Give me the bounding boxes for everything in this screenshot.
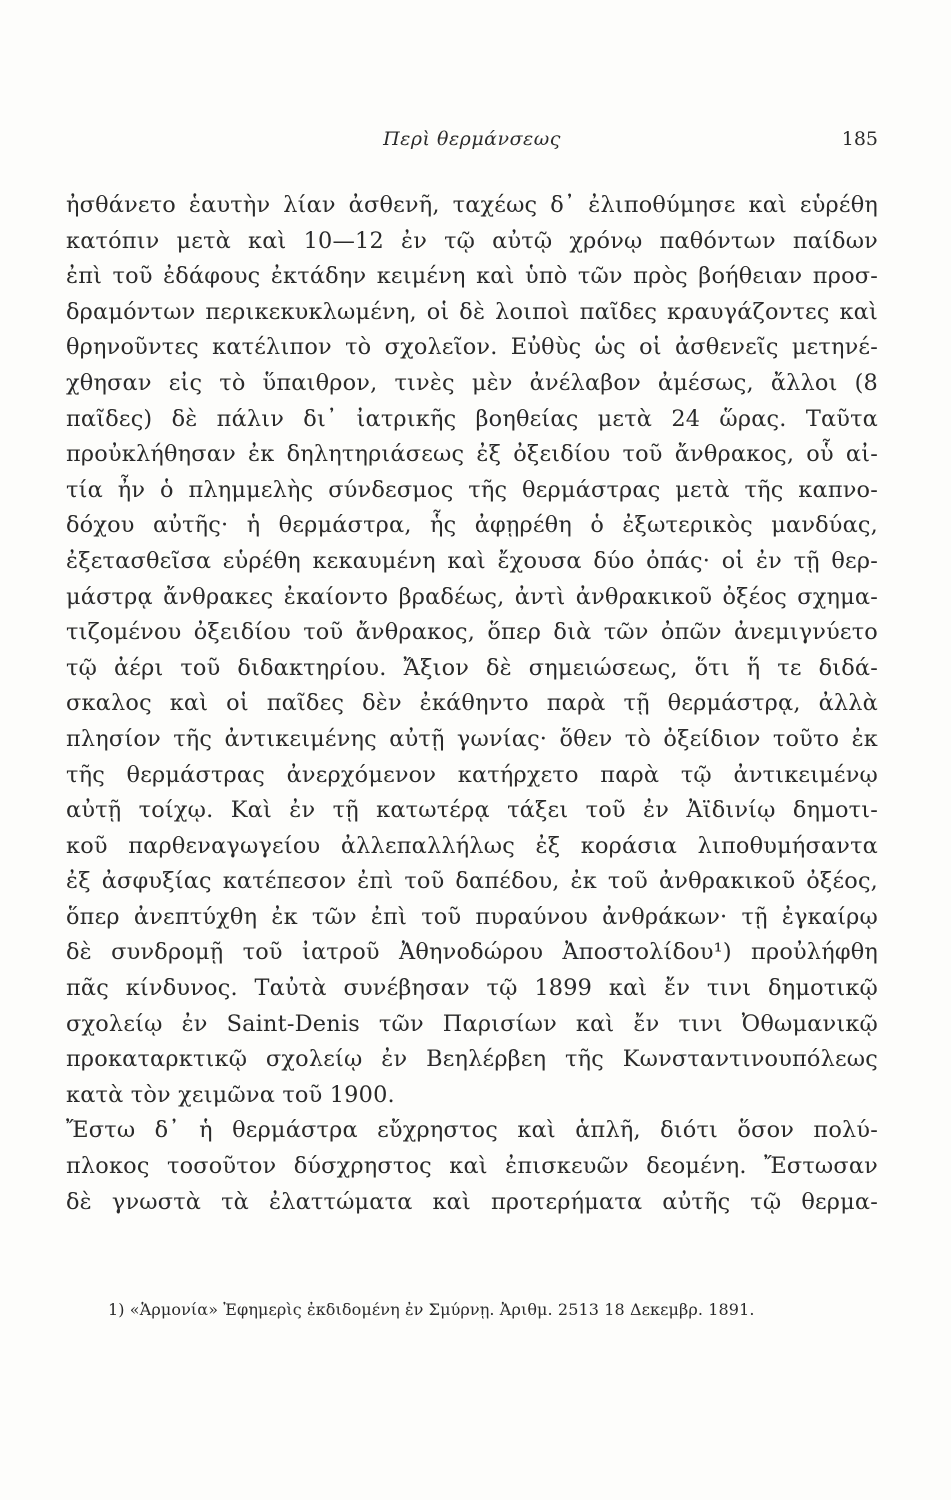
text-line: προκαταρκτικῷ σχολείῳ ἐν Βεηλέρβεη τῆς Κωνσταντινουπόλεως [66,1046,878,1073]
text-line: πλησίον τῆς ἀντικειμένης αὐτῇ γωνίας· ὅθεν τὸ ὀξείδιον τοῦτο ἐκ [66,725,878,752]
text-line: δόχου αὐτῆς· ἡ θερμάστρα, ἧς ἀφῃρέθη ὁ ἐξωτερικὸς μανδύας, [66,512,878,539]
text-line: ἐξ ἀσφυξίας κατέπεσον ἐπὶ τοῦ δαπέδου, ἐκ τοῦ ἀνθρακικοῦ ὀξέος, [66,868,878,895]
text-line: δὲ συνδρομῇ τοῦ ἰατροῦ Ἀθηνοδώρου Ἀποστολίδου¹) προὐλήφθη [66,939,878,966]
text-line: ἐπὶ τοῦ ἐδάφους ἐκτάδην κειμένη καὶ ὑπὸ τῶν πρὸς βοήθειαν προσ- [66,263,878,290]
text-line: σχολείῳ ἐν Saint-Denis τῶν Παρισίων καὶ ἔν τινι Ὀθωμανικῷ [66,1010,878,1037]
text-line: ἐξετασθεῖσα εὑρέθη κεκαυμένη καὶ ἔχουσα δύο ὀπάς· οἱ ἐν τῇ θερ- [66,547,878,574]
text-line: αὐτῇ τοίχῳ. Καὶ ἐν τῇ κατωτέρᾳ τάξει τοῦ ἐν Ἀϊδινίῳ δημοτι- [66,797,878,824]
text-line: Ἔστω δ᾽ ἡ θερμάστρα εὔχρηστος καὶ ἁπλῆ, διότι ὅσον πολύ- [66,1117,878,1144]
footnote: 1) «Ἁρμονία» Ἐφημερὶς ἐκδιδομένη ἐν Σμύρνῃ. Ἀριθμ. 2513 18 Δεκεμβρ. 1891. [108,1300,755,1319]
text-line: τῆς θερμάστρας ἀνερχόμενον κατήρχετο παρὰ τῷ ἀντικειμένῳ [66,761,878,788]
text-line: τία ἦν ὁ πλημμελὴς σύνδεσμος τῆς θερμάστρας μετὰ τῆς καπνο- [66,476,878,503]
text-line: πᾶς κίνδυνος. Ταὐτὰ συνέβησαν τῷ 1899 καὶ ἔν τινι δημοτικῷ [66,975,878,1002]
text-line: δὲ γνωστὰ τὰ ἐλαττώματα καὶ προτερήματα αὐτῆς τῷ θερμα- [66,1188,878,1215]
page-number: 185 [841,128,878,150]
text-line: κοῦ παρθεναγωγείου ἀλλεπαλλήλως ἐξ κοράσια λιποθυμήσαντα [66,832,878,859]
text-line: ἠσθάνετο ἑαυτὴν λίαν ἀσθενῆ, ταχέως δ᾽ ἐλιποθύμησε καὶ εὑρέθη [66,192,878,218]
text-line: τιζομένου ὀξειδίου τοῦ ἄνθρακος, ὅπερ διὰ τῶν ὀπῶν ἀνεμιγνύετο [66,619,878,646]
running-title: Περὶ θερμάνσεως [383,128,561,150]
text-line: χθησαν εἰς τὸ ὕπαιθρον, τινὲς μὲν ἀνέλαβον ἀμέσως, ἄλλοι (8 [66,369,878,396]
text-line: σκαλος καὶ οἱ παῖδες δὲν ἐκάθηντο παρὰ τῇ θερμάστρᾳ, ἀλλὰ [66,690,878,717]
text-line: πλοκος τοσοῦτον δύσχρηστος καὶ ἐπισκευῶν δεομένη. Ἔστωσαν [66,1153,878,1180]
text-line: δραμόντων περικεκυκλωμένη, οἱ δὲ λοιποὶ παῖδες κραυγάζοντες καὶ [66,298,878,325]
body-text [66,188,878,1220]
text-line: μάστρᾳ ἄνθρακες ἐκαίοντο βραδέως, ἀντὶ ἀνθρακικοῦ ὀξέος σχημα- [66,583,878,610]
text-line: προὐκλήθησαν ἐκ δηλητηριάσεως ἐξ ὀξειδίου τοῦ ἄνθρακος, οὗ αἰ- [66,441,878,468]
text-line: κατὰ τὸν χειμῶνα τοῦ 1900. [66,1081,395,1108]
text-line: ὅπερ ἀνεπτύχθη ἐκ τῶν ἐπὶ τοῦ πυραύνου ἀνθράκων· τῇ ἐγκαίρῳ [66,903,878,930]
text-line: παῖδες) δὲ πάλιν δι᾽ ἰατρικῆς βοηθείας μετὰ 24 ὥρας. Ταῦτα [66,405,878,432]
text-line: θρηνοῦντες κατέλιπον τὸ σχολεῖον. Εὐθὺς ὡς οἱ ἀσθενεῖς μετηνέ- [66,334,878,361]
text-line: κατόπιν μετὰ καὶ 10—12 ἐν τῷ αὐτῷ χρόνῳ παθόντων παίδων [66,227,878,254]
text-line: τῷ ἀέρι τοῦ διδακτηρίου. Ἄξιον δὲ σημειώσεως, ὅτι ἥ τε διδά- [66,654,878,681]
page-header [66,128,878,158]
